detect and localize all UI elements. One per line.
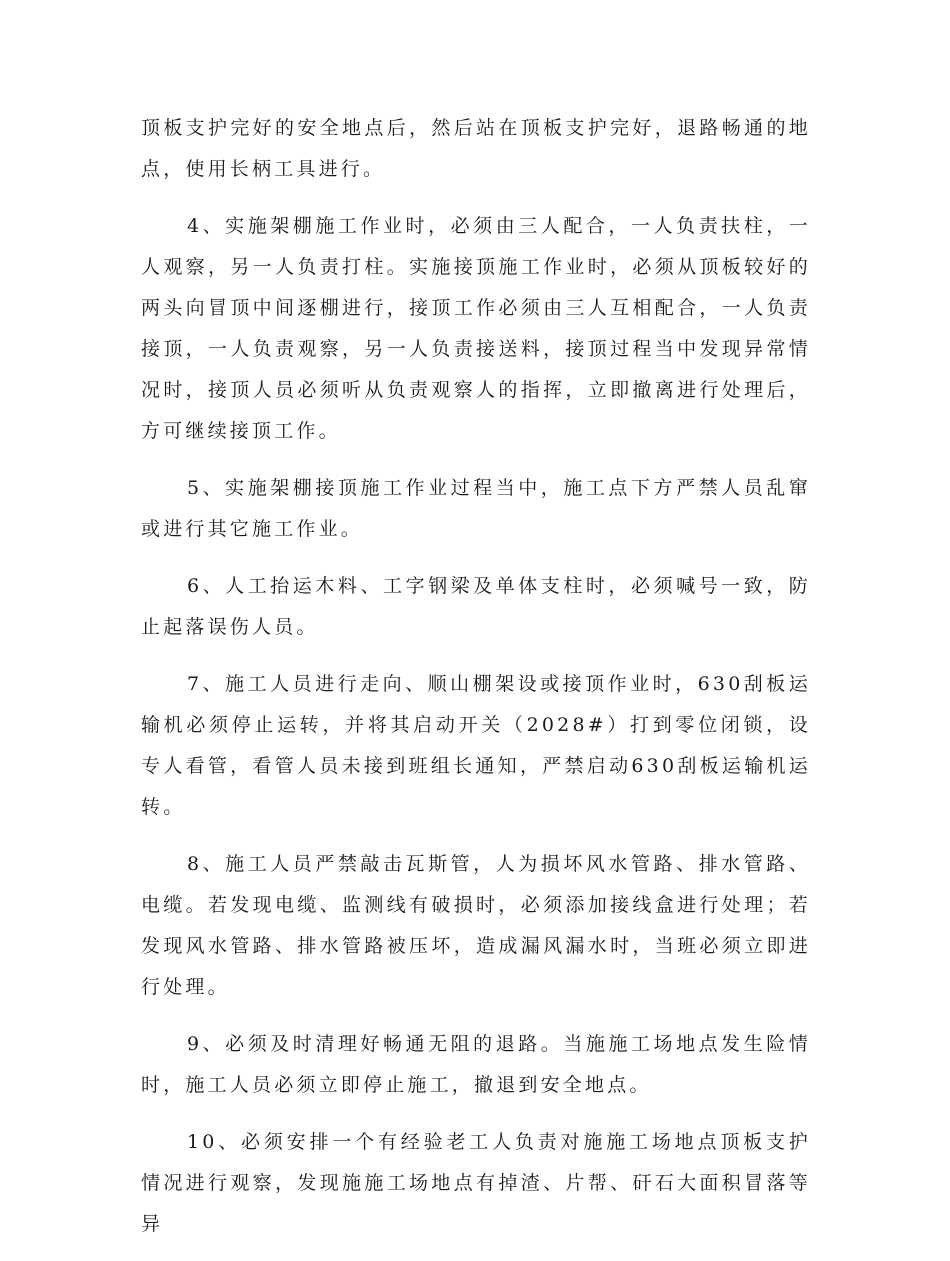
paragraph-item-7: 7、施工人员进行走向、顺山棚架设或接顶作业时，630刮板运输机必须停止运转，并将其启动开关（2028#）打到零位闭锁，设专人看管，看管人员未接到班组长通知，严禁启动630刮板运输机运转。: [141, 673, 811, 818]
paragraph-item-8: 8、施工人员严禁敲击瓦斯管，人为损坏风水管路、排水管路、电缆。若发现电缆、监测线有破损时，必须添加接线盒进行处理；若发现风水管路、排水管路被压坏，造成漏风漏水时，当班必须立即进行处理。: [141, 853, 811, 998]
paragraph-item-6: 6、人工抬运木料、工字钢梁及单体支柱时，必须喊号一致，防止起落误伤人员。: [141, 575, 811, 638]
paragraph-item-4: 4、实施架棚施工作业时，必须由三人配合，一人负责扶柱，一人观察，另一人负责打柱。实施接顶施工作业时，必须从顶板较好的两头向冒顶中间逐棚进行，接顶工作必须由三人互相配合，一人负责接顶，一人负责观察，另一人负责接送料，接顶过程当中发现异常情况时，接顶人员必须听从负责观察人的指挥，立即撤离进行处理后，方可继续接顶工作。: [141, 215, 811, 442]
paragraph-continuation: 顶板支护完好的安全地点后，然后站在顶板支护完好，退路畅通的地点，使用长柄工具进行。: [141, 117, 811, 180]
paragraph-item-10: 10、必须安排一个有经验老工人负责对施施工场地点顶板支护情况进行观察，发现施施工场地点有掉渣、片帮、矸石大面积冒落等异: [141, 1131, 811, 1235]
paragraph-item-9: 9、必须及时清理好畅通无阻的退路。当施施工场地点发生险情时，施工人员必须立即停止施工，撤退到安全地点。: [141, 1033, 811, 1096]
document-body: [141, 108, 811, 1261]
paragraph-item-5: 5、实施架棚接顶施工作业过程当中，施工点下方严禁人员乱窜或进行其它施工作业。: [141, 477, 811, 540]
